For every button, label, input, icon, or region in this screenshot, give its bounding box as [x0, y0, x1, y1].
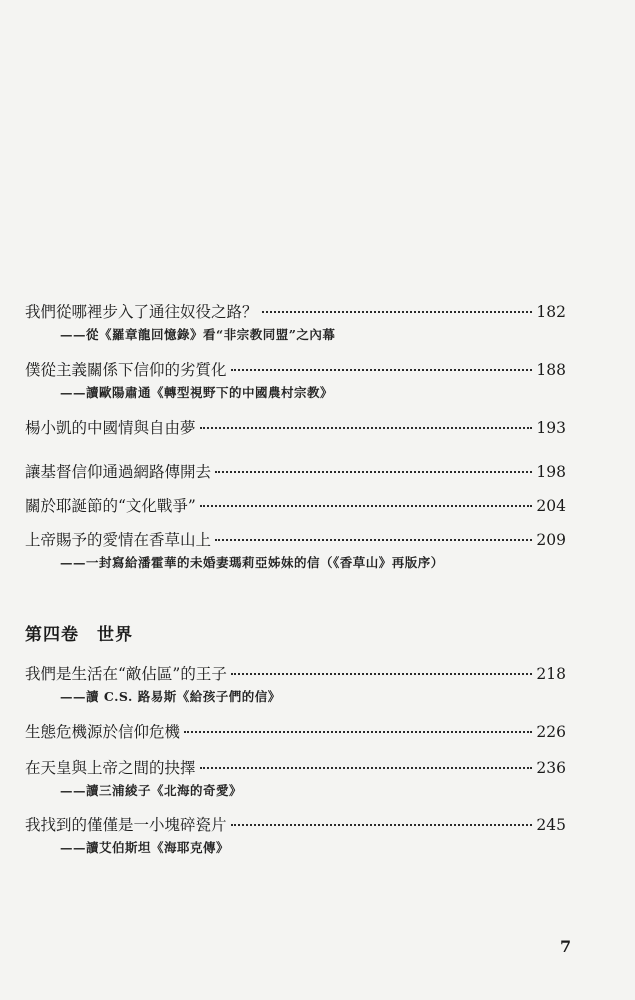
entry-page-number: 193 — [536, 419, 566, 437]
leader-dots — [231, 823, 533, 826]
toc-entry — [25, 758, 566, 800]
toc-entry — [25, 302, 566, 344]
leader-dots — [215, 538, 532, 541]
entry-title: 生態危機源於信仰危機 — [25, 723, 181, 741]
volume-label: 第四卷 — [25, 625, 79, 645]
entry-title: 讓基督信仰通過網路傳開去 — [25, 463, 212, 481]
toc-entry — [25, 722, 566, 742]
entry-page-number: 188 — [536, 361, 566, 379]
entry-page-number: 226 — [536, 723, 566, 741]
entry-page-number: 245 — [536, 816, 566, 834]
entry-title: 我們從哪裡步入了通往奴役之路？ — [25, 303, 258, 321]
leader-dots — [200, 766, 533, 769]
toc-entry — [25, 418, 566, 438]
entry-title: 僕從主義關係下信仰的劣質化 — [25, 361, 227, 379]
toc-entry — [25, 664, 566, 706]
leader-dots — [231, 672, 533, 675]
toc-entry — [25, 815, 566, 857]
entry-title: 在天皇與上帝之間的抉擇 — [25, 759, 196, 777]
entry-subtitle: ——讀三浦綾子《北海的奇愛》 — [60, 783, 243, 798]
leader-dots — [184, 730, 532, 733]
leader-dots — [200, 426, 533, 429]
entry-title: 楊小凱的中國情與自由夢 — [25, 419, 196, 437]
entry-title: 我找到的僅僅是一小塊碎瓷片 — [25, 816, 227, 834]
entry-title: 關於耶誕節的“文化戰爭” — [25, 497, 196, 515]
entry-subtitle: ——讀 C.S. 路易斯《給孩子們的信》 — [60, 689, 281, 704]
section-heading — [25, 620, 133, 645]
entry-title: 上帝賜予的愛情在香草山上 — [25, 531, 212, 549]
leader-dots — [262, 310, 533, 313]
entry-subtitle: ——一封寫給潘霍華的未婚妻瑪莉亞姊妹的信（《香草山》再版序） — [60, 555, 444, 570]
entry-page-number: 198 — [536, 463, 566, 481]
entry-subtitle: ——從《羅章龍回憶錄》看“非宗教同盟”之內幕 — [60, 327, 336, 342]
toc-entry — [25, 462, 566, 482]
entry-page-number: 218 — [536, 665, 566, 683]
leader-dots — [200, 504, 533, 507]
entry-page-number: 204 — [536, 497, 566, 515]
toc-entry — [25, 496, 566, 516]
volume-name: 世界 — [97, 625, 133, 645]
toc-entry — [25, 360, 566, 402]
entry-page-number: 236 — [536, 759, 566, 777]
leader-dots — [231, 368, 533, 371]
leader-dots — [215, 470, 532, 473]
entry-subtitle: ——讀艾伯斯坦《海耶克傳》 — [60, 840, 230, 855]
entry-page-number: 182 — [536, 303, 566, 321]
toc-entry — [25, 530, 566, 572]
entry-title: 我們是生活在“敵佔區”的王子 — [25, 665, 227, 683]
page-folio: 7 — [560, 937, 572, 956]
entry-subtitle: ——讀歐陽肅通《轉型視野下的中國農村宗教》 — [60, 385, 334, 400]
entry-page-number: 209 — [536, 531, 566, 549]
